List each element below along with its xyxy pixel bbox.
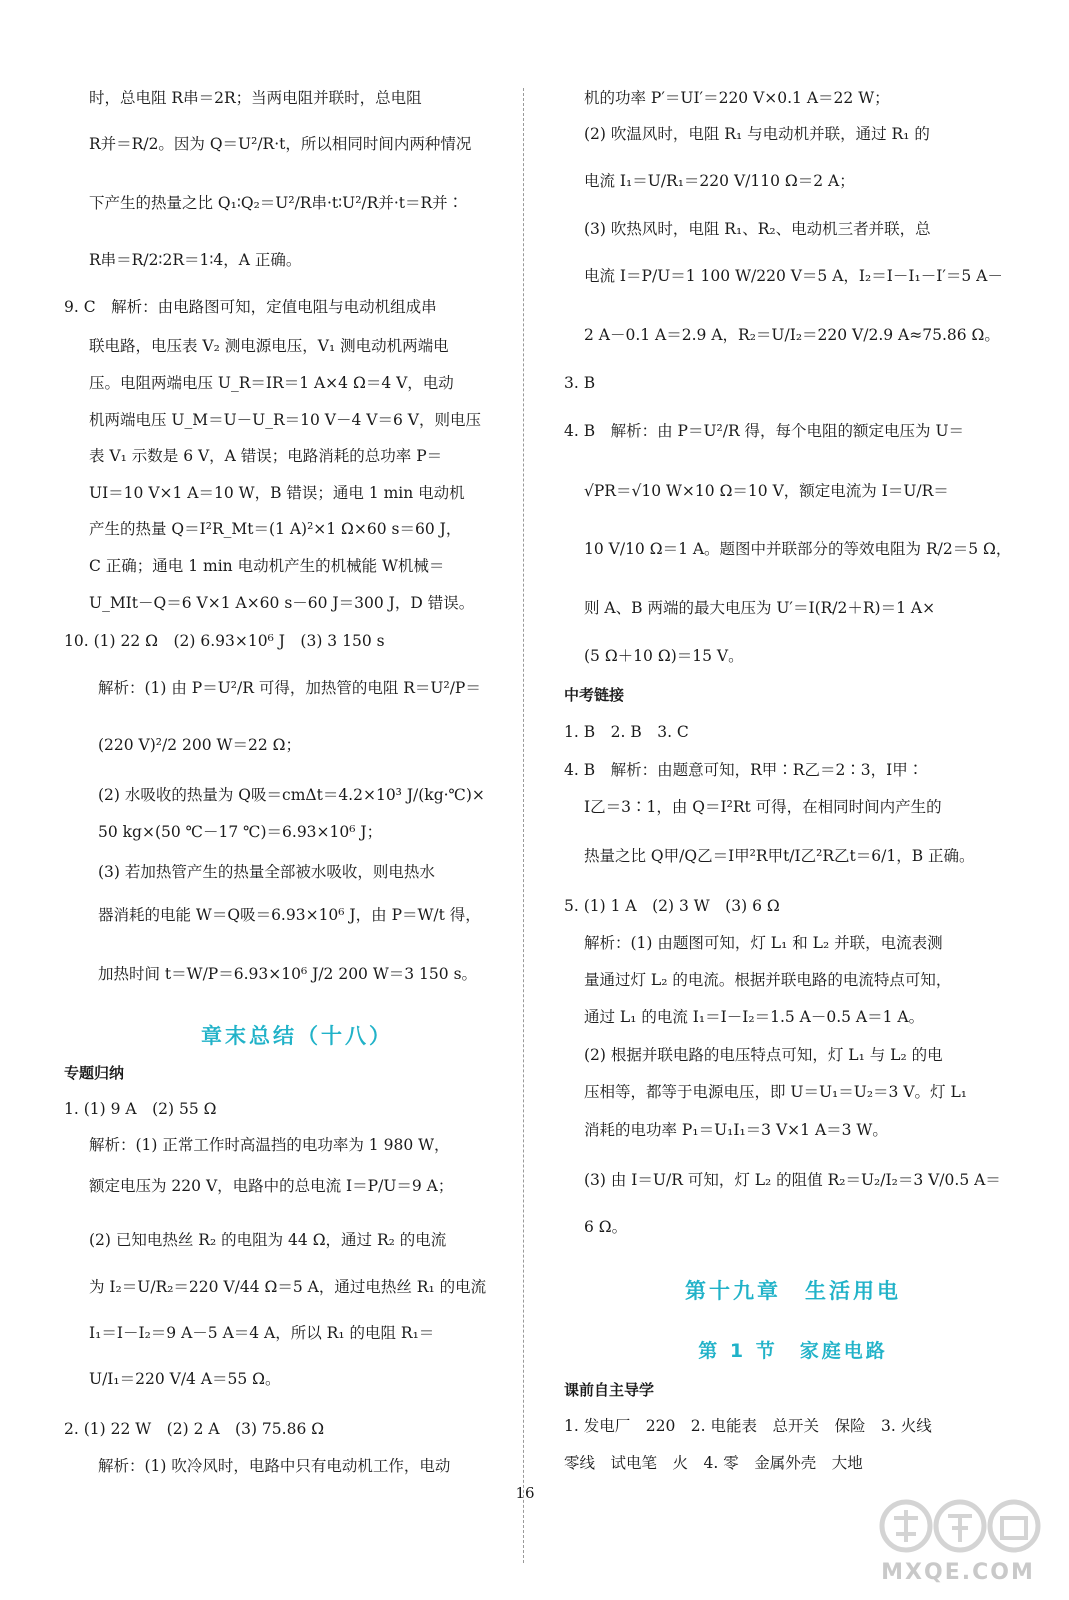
text-line: U_MIt－Q＝6 V×1 A×60 s－60 J＝300 J，D 错误。	[89, 594, 475, 612]
text-line: 表 V₁ 示数是 6 V，A 错误；电路消耗的总功率 P＝	[89, 447, 443, 465]
chapter-summary-title: 章末总结（十八）	[201, 1024, 393, 1048]
text-line: (2) 吹温风时，电阻 R₁ 与电动机并联，通过 R₁ 的	[584, 125, 930, 143]
text-line: U/I₁＝220 V/4 A＝55 Ω。	[89, 1370, 281, 1388]
section-heading: 中考链接	[564, 686, 625, 704]
text-line: 机的功率 P′＝UI′＝220 V×0.1 A＝22 W；	[584, 89, 890, 107]
text-line: 1. 发电厂 220 2. 电能表 总开关 保险 3. 火线	[564, 1417, 932, 1435]
text-line: (5 Ω＋10 Ω)＝15 V。	[584, 647, 744, 665]
text-line: 50 kg×(50 ℃－17 ℃)＝6.93×10⁶ J；	[98, 823, 383, 841]
text-line: 器消耗的电能 W＝Q吸＝6.93×10⁶ J，由 P＝W/t 得，	[98, 906, 481, 924]
section-heading: 专题归纳	[64, 1064, 125, 1082]
text-line: 消耗的电功率 P₁＝U₁I₁＝3 V×1 A＝3 W。	[584, 1121, 888, 1139]
text-line: (2) 已知电热丝 R₂ 的电阻为 44 Ω，通过 R₂ 的电流	[89, 1231, 447, 1249]
text-line: 1. (1) 9 A (2) 55 Ω	[64, 1100, 217, 1118]
text-line: 4. B 解析：由 P＝U²/R 得，每个电阻的额定电压为 U＝	[564, 422, 965, 440]
text-line: 加热时间 t＝W/P＝6.93×10⁶ J/2 200 W＝3 150 s。	[98, 965, 478, 983]
text-line: (3) 若加热管产生的热量全部被水吸收，则电热水	[98, 863, 435, 881]
text-line: 9. C 解析：由电路图可知，定值电阻与电动机组成串	[64, 298, 437, 316]
text-line: 4. B 解析：由题意可知，R甲∶R乙＝2∶3，I甲∶	[564, 761, 924, 779]
text-line: 通过 L₁ 的电流 I₁＝I－I₂＝1.5 A－0.5 A＝1 A。	[584, 1008, 925, 1026]
text-line: 解析：(1) 由 P＝U²/R 可得，加热管的电阻 R＝U²/P＝	[98, 679, 481, 697]
text-line: 产生的热量 Q＝I²R_Mt＝(1 A)²×1 Ω×60 s＝60 J，	[89, 520, 462, 538]
text-line: (3) 吹热风时，电阻 R₁、R₂、电动机三者并联，总	[584, 220, 931, 238]
text-line: C 正确；通电 1 min 电动机产生的机械能 W机械＝	[89, 557, 445, 575]
section-1-title: 第 1 节 家庭电路	[698, 1340, 888, 1362]
text-line: 2. (1) 22 W (2) 2 A (3) 75.86 Ω	[64, 1420, 325, 1438]
column-divider	[523, 88, 524, 1563]
text-line: I₁＝I－I₂＝9 A－5 A＝4 A，所以 R₁ 的电阻 R₁＝	[89, 1324, 435, 1342]
text-line: UI＝10 V×1 A＝10 W，B 错误；通电 1 min 电动机	[89, 484, 465, 502]
text-line: I乙＝3∶1，由 Q＝I²Rt 可得，在相同时间内产生的	[584, 798, 942, 816]
text-line: 压相等，都等于电源电压，即 U＝U₁＝U₂＝3 V。灯 L₁	[584, 1083, 967, 1101]
text-line: 电流 I＝P/U＝1 100 W/220 V＝5 A，I₂＝I－I₁－I′＝5 A－	[584, 267, 1003, 285]
text-line: (3) 由 I＝U/R 可知，灯 L₂ 的阻值 R₂＝U₂/I₂＝3 V/0.5 A＝	[584, 1171, 1001, 1189]
watermark-logo-icon	[868, 1488, 1048, 1562]
text-line: 解析：(1) 正常工作时高温挡的电功率为 1 980 W，	[89, 1136, 450, 1154]
text-line: 电流 I₁＝U/R₁＝220 V/110 Ω＝2 A；	[584, 172, 855, 190]
text-line: 额定电压为 220 V，电路中的总电流 I＝P/U＝9 A；	[89, 1177, 454, 1195]
text-line: (220 V)²/2 200 W＝22 Ω；	[98, 736, 301, 754]
text-line: 零线 试电笔 火 4. 零 金属外壳 大地	[564, 1454, 863, 1472]
text-line: 10. (1) 22 Ω (2) 6.93×10⁶ J (3) 3 150 s	[64, 632, 385, 650]
watermark-logo	[868, 1488, 1048, 1588]
text-line: 1. B 2. B 3. C	[564, 723, 689, 741]
text-line: 时，总电阻 R串＝2R；当两电阻并联时，总电阻	[89, 89, 422, 107]
text-line: 量通过灯 L₂ 的电流。根据并联电路的电流特点可知，	[584, 971, 952, 989]
text-line: 则 A、B 两端的最大电压为 U′＝I(R/2＋R)＝1 A×	[584, 599, 936, 617]
watermark-url: MXQE.COM	[881, 1560, 1035, 1585]
text-line: (2) 根据并联电路的电压特点可知，灯 L₁ 与 L₂ 的电	[584, 1046, 943, 1064]
text-line: 5. (1) 1 A (2) 3 W (3) 6 Ω	[564, 897, 780, 915]
text-line: R串＝R/2∶2R＝1∶4，A 正确。	[89, 251, 302, 269]
text-line: 2 A－0.1 A＝2.9 A，R₂＝U/I₂＝220 V/2.9 A≈75.86 Ω。	[584, 326, 1000, 344]
chapter-19-title: 第十九章 生活用电	[685, 1279, 901, 1303]
text-line: 解析：(1) 吹冷风时，电路中只有电动机工作，电动	[98, 1457, 451, 1475]
text-line: 热量之比 Q甲/Q乙＝I甲²R甲t/I乙²R乙t＝6/1，B 正确。	[584, 847, 975, 865]
text-line: 为 I₂＝U/R₂＝220 V/44 Ω＝5 A，通过电热丝 R₁ 的电流	[89, 1278, 487, 1296]
page-number: 16	[515, 1484, 535, 1502]
text-line: 3. B	[564, 374, 596, 392]
text-line: 下产生的热量之比 Q₁∶Q₂＝U²/R串·t∶U²/R并·t＝R并∶	[89, 194, 464, 212]
section-heading: 课前自主导学	[564, 1381, 655, 1399]
text-line: R并＝R/2。因为 Q＝U²/R·t，所以相同时间内两种情况	[89, 135, 472, 153]
text-line: 压。电阻两端电压 U_R＝IR＝1 A×4 Ω＝4 V，电动	[89, 374, 454, 392]
text-line: (2) 水吸收的热量为 Q吸＝cmΔt＝4.2×10³ J/(kg·℃)×	[98, 786, 485, 804]
text-line: 解析：(1) 由题图可知，灯 L₁ 和 L₂ 并联，电流表测	[584, 934, 943, 952]
text-line: 联电路，电压表 V₂ 测电源电压，V₁ 测电动机两端电	[89, 337, 449, 355]
text-line: 机两端电压 U_M＝U－U_R＝10 V－4 V＝6 V，则电压	[89, 411, 481, 429]
text-line: 6 Ω。	[584, 1218, 628, 1236]
text-line: √PR＝√10 W×10 Ω＝10 V，额定电流为 I＝U/R＝	[584, 482, 949, 500]
text-line: 10 V/10 Ω＝1 A。题图中并联部分的等效电阻为 R/2＝5 Ω，	[584, 540, 1012, 558]
